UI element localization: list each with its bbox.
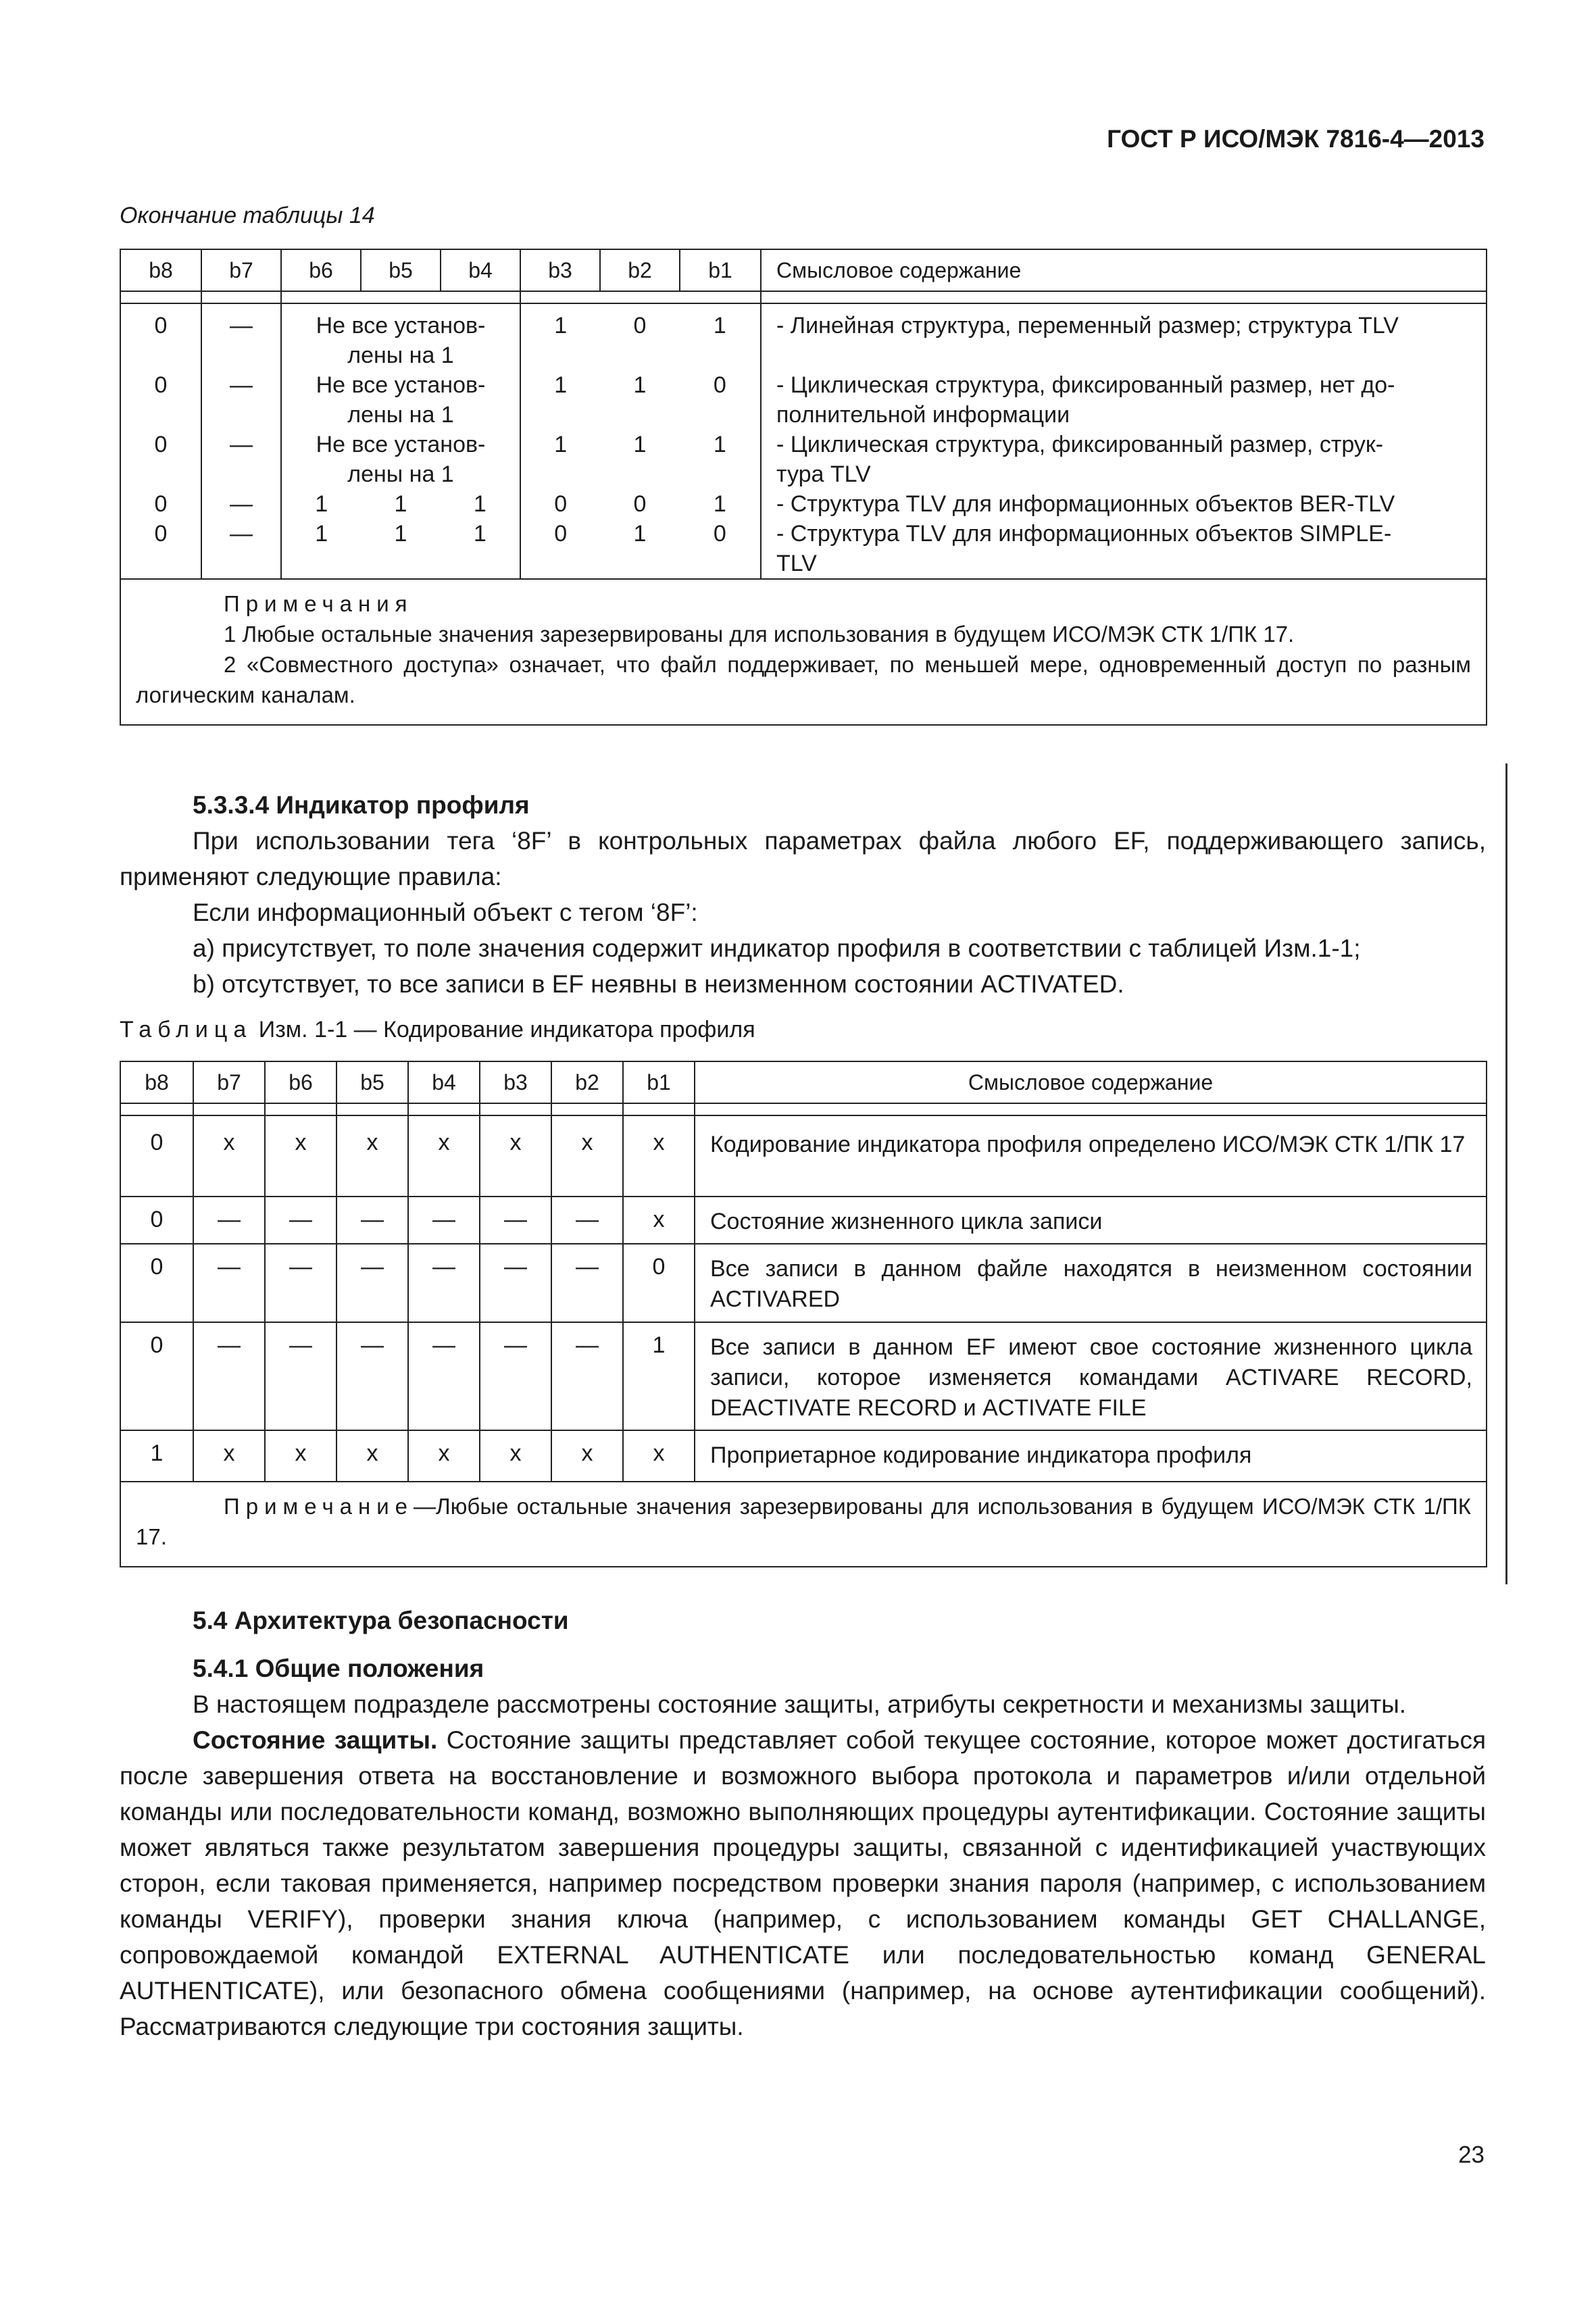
paragraph: При использовании тега ‘8F’ в контрольных параметрах файла любого EF, поддерживающего запись, применяют следующие правила: — [120, 827, 1486, 890]
col-header: b4 — [441, 249, 520, 291]
cell: 1 — [713, 432, 726, 457]
cell: — — [230, 491, 253, 517]
cell: — — [336, 1322, 408, 1430]
table-izm-1-1 — [120, 1061, 1487, 1567]
cell: — — [551, 1322, 623, 1430]
cell: лены на 1 — [347, 461, 454, 487]
caption-title: Изм. 1-1 — Кодирование индикатора профиля — [252, 1017, 755, 1042]
cell: 1 — [120, 1430, 193, 1482]
cell: 0 — [154, 313, 168, 338]
cell: 0 — [120, 1115, 193, 1197]
cell: — — [408, 1197, 480, 1244]
section-heading: 5.3.3.4 Индикатор профиля — [193, 791, 530, 819]
col-header: b8 — [120, 1061, 193, 1103]
cell: x — [480, 1430, 551, 1482]
col-header: b3 — [520, 249, 600, 291]
col-header: Смысловое содержание — [761, 249, 1487, 291]
col-header: b4 — [408, 1061, 480, 1103]
cell: — — [480, 1322, 551, 1430]
bold-lead: Состояние защиты. — [193, 1726, 438, 1754]
table-izm-note — [120, 1482, 1487, 1567]
cell: 1 — [315, 521, 328, 547]
col-header: b3 — [480, 1061, 551, 1103]
col-header: b5 — [336, 1061, 408, 1103]
cell: 1 — [554, 313, 568, 338]
cell: x — [623, 1115, 695, 1197]
cell: — — [336, 1244, 408, 1322]
cell: x — [551, 1430, 623, 1482]
cell-meaning: Кодирование индикатора профиля определено ИСО/МЭК СТК 1/ПК 17 — [695, 1115, 1487, 1197]
cell: 0 — [120, 1197, 193, 1244]
cell-meaning: - Структура TLV для информационных объектов SIMPLE- — [776, 521, 1392, 547]
col-header: b7 — [193, 1061, 265, 1103]
cell: — — [408, 1322, 480, 1430]
cell-meaning: Все записи в данном EF имеют свое состояние жизненного цикла записи, которое изменяется командами ACTIVARE RECORD, DEACTIVATE RECORD и ACTIVATE FILE — [695, 1322, 1487, 1430]
table-izm-caption — [120, 1017, 755, 1043]
cell: x — [193, 1430, 265, 1482]
cell: 0 — [623, 1244, 695, 1322]
paragraph: a) присутствует, то поле значения содержит индикатор профиля в соответствии с таблицей Изм.1-1; — [193, 934, 1361, 962]
cell: — — [480, 1197, 551, 1244]
cell: x — [551, 1115, 623, 1197]
cell: лены на 1 — [347, 343, 454, 368]
cell: — — [551, 1197, 623, 1244]
cell: x — [265, 1430, 336, 1482]
cell: 1 — [713, 491, 726, 517]
change-bar — [1505, 763, 1507, 1584]
cell: 0 — [154, 521, 168, 547]
cell: 1 — [633, 432, 647, 457]
paragraph: b) отсутствует, то все записи в EF неявны в неизменном состоянии ACTIVATED. — [193, 970, 1124, 998]
cell: 1 — [633, 521, 647, 547]
col-header: b5 — [361, 249, 441, 291]
cell: x — [336, 1430, 408, 1482]
cell: 0 — [633, 491, 647, 517]
section-5334 — [120, 787, 1486, 1002]
cell: 1 — [394, 521, 407, 547]
cell-meaning: - Структура TLV для информационных объектов BER-TLV — [776, 491, 1395, 517]
cell-meaning: - Циклическая структура, фиксированный размер, нет до- — [776, 372, 1395, 398]
col-header: b8 — [120, 249, 201, 291]
notes-title: Примечания — [224, 591, 414, 616]
cell: x — [336, 1115, 408, 1197]
col-header: b6 — [281, 249, 361, 291]
cell: 0 — [120, 1322, 193, 1430]
cell: 1 — [473, 491, 487, 517]
cell: 0 — [713, 372, 726, 398]
table-row — [120, 1322, 1487, 1430]
cell: 0 — [554, 491, 568, 517]
cell: — — [230, 313, 253, 338]
paragraph-body: Состояние защиты представляет собой текущее состояние, которое может достигаться после завершения ответа на восстановление и возможного выбора протокола и параметров и/или отдельной команды или последовательности команд, возможно выполняющих процедуры аутентификации. Состояние защиты может являться также результатом завершения процедуры защиты, связанной с идентификацией участвующих сторон, если таковая применяется, например посредством проверки знания пароля (например, с использованием команды VERIFY), проверки знания ключа (например, с использованием команды GET CHALLANGE, сопровождаемой командой EXTERNAL AUTHENTICATE или последовательностью команд GENERAL AUTHENTICATE), или безопасного обмена сообщениями (например, на основе аутентификации сообщений). Рассматриваются следующие три состояния защиты. — [120, 1726, 1486, 2040]
cell: 1 — [713, 313, 726, 338]
cell: лены на 1 — [347, 402, 454, 428]
cell: — — [265, 1322, 336, 1430]
cell: 0 — [154, 432, 168, 457]
note-label: Примечание — [224, 1494, 414, 1519]
cell: — — [551, 1244, 623, 1322]
cell: Не все установ- — [316, 372, 486, 398]
table-row — [120, 1115, 1487, 1197]
table14-header-row — [120, 249, 1487, 291]
col-header: b2 — [600, 249, 680, 291]
cell-meaning: полнительной информации — [776, 402, 1070, 428]
cell: x — [408, 1430, 480, 1482]
cell: 1 — [623, 1322, 695, 1430]
paragraph: В настоящем подразделе рассмотрены состояние защиты, атрибуты секретности и механизмы защиты. — [193, 1690, 1407, 1718]
cell: x — [193, 1115, 265, 1197]
cell: 0 — [120, 1244, 193, 1322]
cell: 0 — [554, 521, 568, 547]
cell: x — [408, 1115, 480, 1197]
cell: — — [480, 1244, 551, 1322]
caption-label: Таблица — [120, 1017, 253, 1042]
cell: x — [480, 1115, 551, 1197]
table-row — [120, 1197, 1487, 1244]
cell: x — [265, 1115, 336, 1197]
cell: — — [193, 1322, 265, 1430]
col-header: Смысловое содержание — [695, 1061, 1487, 1103]
cell: — — [193, 1197, 265, 1244]
page-number: 23 — [1458, 2142, 1485, 2168]
cell: 1 — [315, 491, 328, 517]
cell: — — [265, 1244, 336, 1322]
table14-body — [120, 303, 1487, 579]
note-2: 2 «Совместного доступа» означает, что файл поддерживает, по меньшей мере, одновременный доступ по разным логическим каналам. — [136, 651, 1471, 707]
cell: — — [230, 521, 253, 547]
cell: — — [408, 1244, 480, 1322]
cell: Не все установ- — [316, 313, 486, 338]
section-54 — [120, 1603, 1486, 2044]
cell: — — [230, 372, 253, 398]
col-header: b7 — [201, 249, 281, 291]
cell-meaning: Состояние жизненного цикла записи — [695, 1197, 1487, 1244]
cell: 1 — [394, 491, 407, 517]
cell-meaning: TLV — [776, 551, 817, 576]
cell: 1 — [554, 432, 568, 457]
col-header: b6 — [265, 1061, 336, 1103]
col-header: b1 — [680, 249, 761, 291]
cell-meaning: Проприетарное кодирование индикатора профиля — [695, 1430, 1487, 1482]
cell: x — [623, 1430, 695, 1482]
table-izm-header-row — [120, 1061, 1487, 1103]
table14-caption: Окончание таблицы 14 — [120, 203, 375, 228]
table-row — [120, 1430, 1487, 1482]
table-row — [120, 1244, 1487, 1322]
subsection-heading: 5.4.1 Общие положения — [193, 1655, 484, 1682]
section-heading: 5.4 Архитектура безопасности — [193, 1607, 569, 1634]
cell: x — [623, 1197, 695, 1244]
paragraph: Если информационный объект с тегом ‘8F’: — [193, 899, 698, 926]
cell: 0 — [154, 372, 168, 398]
cell-meaning: Все записи в данном файле находятся в неизменном состоянии ACTIVARED — [695, 1244, 1487, 1322]
cell: 1 — [633, 372, 647, 398]
cell-meaning: - Линейная структура, переменный размер; структура TLV — [776, 313, 1399, 338]
cell: 1 — [554, 372, 568, 398]
table14-notes — [120, 579, 1487, 725]
col-header: b2 — [551, 1061, 623, 1103]
col-header: b1 — [623, 1061, 695, 1103]
cell-meaning: - Циклическая структура, фиксированный размер, струк- — [776, 432, 1384, 457]
cell: — — [265, 1197, 336, 1244]
cell: Не все установ- — [316, 432, 486, 457]
note-text: —Любые остальные значения зарезервированы для использования в будущем ИСО/МЭК СТК 1/ПК 17. — [136, 1494, 1471, 1549]
note-1: 1 Любые остальные значения зарезервированы для использования в будущем ИСО/МЭК СТК 1/ПК 17. — [224, 621, 1295, 647]
cell: — — [193, 1244, 265, 1322]
cell: 0 — [633, 313, 647, 338]
paragraph-security-state — [120, 1722, 1486, 2044]
cell: — — [230, 432, 253, 457]
cell-meaning: тура TLV — [776, 461, 871, 487]
cell: 0 — [154, 491, 168, 517]
cell: 1 — [473, 521, 487, 547]
table-14 — [120, 249, 1487, 726]
cell: — — [336, 1197, 408, 1244]
standard-header: ГОСТ Р ИСО/МЭК 7816-4—2013 — [1107, 125, 1485, 153]
cell: 0 — [713, 521, 726, 547]
